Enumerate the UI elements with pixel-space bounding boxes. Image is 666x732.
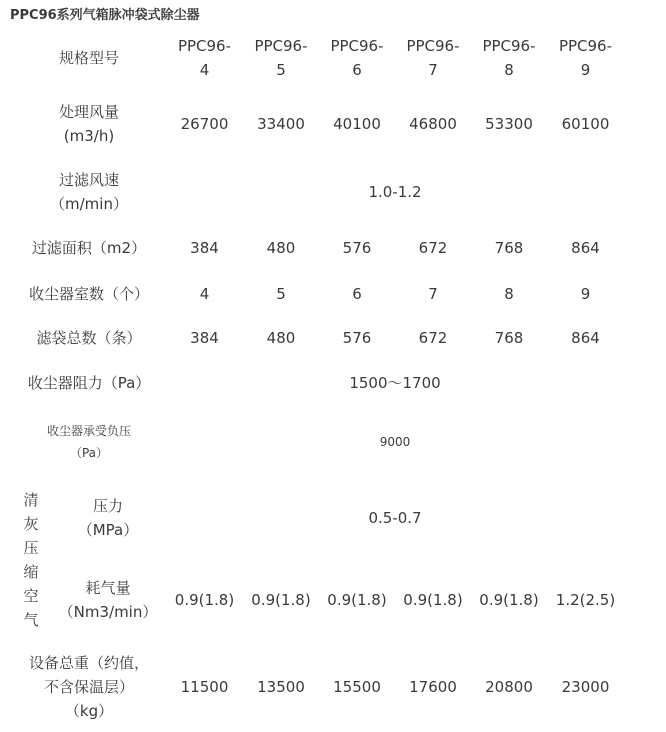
filter-area-value: 480 bbox=[266, 239, 296, 257]
chambers-row bbox=[12, 272, 624, 316]
model-label: 规格型号 bbox=[58, 49, 119, 67]
cleaning-air-group-label: 清 灰 压 缩 空 气 bbox=[23, 491, 39, 629]
weight-value: 15500 bbox=[333, 678, 381, 696]
airflow-value: 53300 bbox=[485, 115, 533, 133]
air-consumption-value: 0.9(1.8) bbox=[479, 591, 539, 609]
spec-table bbox=[12, 28, 624, 732]
air-consumption-value: 0.9(1.8) bbox=[403, 591, 463, 609]
model-cell: PPC96- 4 bbox=[177, 37, 232, 79]
model-cell: PPC96- 6 bbox=[330, 37, 384, 79]
model-cell: PPC96- 5 bbox=[254, 37, 308, 79]
weight-value: 13500 bbox=[257, 678, 305, 696]
airflow-label: 处理风量 (m3/h) bbox=[58, 103, 119, 145]
resistance-row bbox=[12, 360, 624, 406]
filter-area-value: 864 bbox=[571, 239, 600, 257]
bags-label: 滤袋总数（条） bbox=[36, 329, 142, 347]
air-consumption-label: 耗气量 （Nm3/min） bbox=[58, 579, 158, 621]
chambers-label: 收尘器室数（个） bbox=[28, 285, 149, 303]
chambers-value: 5 bbox=[276, 285, 286, 303]
bags-value: 864 bbox=[571, 329, 600, 347]
bags-value: 768 bbox=[494, 329, 524, 347]
air-consumption-value: 0.9(1.8) bbox=[174, 591, 235, 609]
filter-area-value: 576 bbox=[342, 239, 372, 257]
chambers-value: 7 bbox=[428, 285, 438, 303]
bags-row bbox=[12, 316, 624, 360]
weight-value: 17600 bbox=[409, 678, 457, 696]
header-row bbox=[12, 28, 624, 88]
filter-speed-label: 过滤风速 （m/min） bbox=[50, 171, 128, 213]
airflow-value: 40100 bbox=[333, 115, 381, 133]
filter-area-label: 过滤面积（m2） bbox=[31, 239, 147, 257]
air-consumption-value: 0.9(1.8) bbox=[327, 591, 387, 609]
filter-speed-value: 1.0-1.2 bbox=[368, 183, 422, 201]
airflow-value: 46800 bbox=[409, 115, 457, 133]
filter-area-value: 768 bbox=[494, 239, 524, 257]
air-consumption-value: 1.2(2.5) bbox=[555, 591, 616, 609]
airflow-value: 60100 bbox=[561, 115, 610, 133]
cleaning-pressure-row bbox=[12, 478, 624, 558]
bags-value: 576 bbox=[342, 329, 372, 347]
chambers-value: 8 bbox=[504, 285, 514, 303]
chambers-value: 6 bbox=[352, 285, 362, 303]
filter-area-value: 672 bbox=[418, 239, 448, 257]
pressure-label: 压力 （MPa） bbox=[77, 497, 139, 539]
air-consumption-value: 0.9(1.8) bbox=[251, 591, 311, 609]
negative-pressure-value: 9000 bbox=[379, 435, 411, 449]
weight-value: 11500 bbox=[180, 678, 229, 696]
filter-area-value: 384 bbox=[190, 239, 219, 257]
bags-value: 672 bbox=[418, 329, 448, 347]
airflow-row bbox=[12, 88, 624, 160]
weight-row bbox=[12, 642, 624, 732]
model-cell: PPC96- 7 bbox=[406, 37, 460, 79]
weight-value: 20800 bbox=[485, 678, 533, 696]
air-consumption-row bbox=[12, 558, 624, 642]
airflow-value: 33400 bbox=[257, 115, 305, 133]
chambers-value: 9 bbox=[580, 285, 591, 303]
filter-area-row bbox=[12, 224, 624, 272]
model-cell: PPC96- 8 bbox=[482, 37, 536, 79]
resistance-value: 1500～1700 bbox=[349, 374, 441, 392]
resistance-label: 收尘器阻力（Pa） bbox=[27, 374, 151, 392]
chambers-value: 4 bbox=[199, 285, 210, 303]
pressure-value: 0.5-0.7 bbox=[368, 509, 422, 527]
bags-value: 384 bbox=[190, 329, 219, 347]
filter-speed-row bbox=[12, 160, 624, 224]
weight-value: 23000 bbox=[561, 678, 610, 696]
negative-pressure-label: 收尘器承受负压 （Pa） bbox=[46, 424, 131, 460]
model-cell: PPC96- 9 bbox=[558, 37, 613, 79]
bags-value: 480 bbox=[266, 329, 296, 347]
negative-pressure-row bbox=[12, 406, 624, 478]
airflow-value: 26700 bbox=[180, 115, 229, 133]
page-title: PPC96系列气箱脉冲袋式除尘器 bbox=[10, 8, 200, 23]
weight-label: 设备总重（约值， 不含保温层） （kg） bbox=[28, 654, 149, 720]
